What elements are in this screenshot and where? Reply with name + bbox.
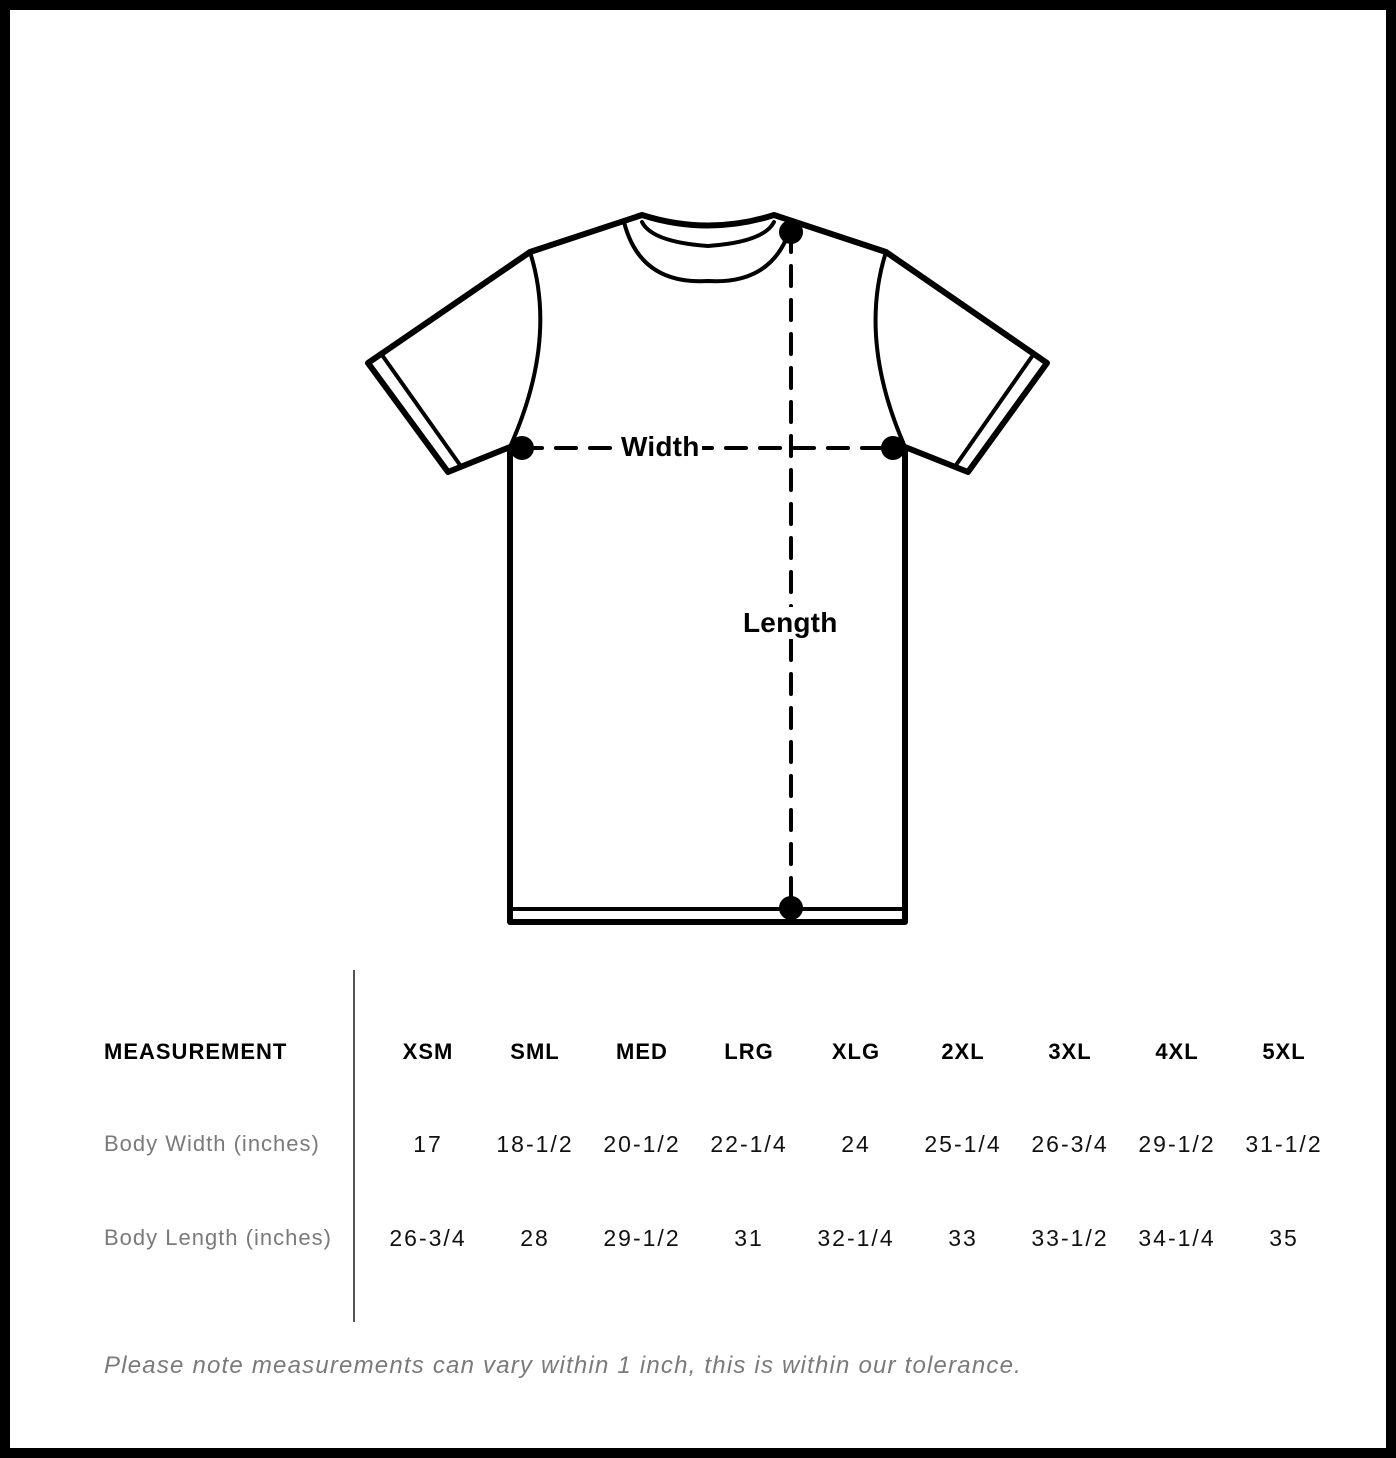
right-cuff-line: [956, 355, 1033, 465]
width-right-point: [881, 436, 905, 460]
width-left-point: [510, 436, 534, 460]
size-header: 2XL: [941, 1039, 985, 1064]
table-cell: 24: [841, 1131, 871, 1157]
length-top-point: [779, 220, 803, 244]
size-header: XLG: [831, 1039, 881, 1064]
table-cell: 35: [1269, 1225, 1299, 1251]
length-bottom-point: [779, 896, 803, 920]
table-row: [10, 1218, 1396, 1258]
table-cell: 18-1/2: [496, 1131, 574, 1157]
table-cell: 29-1/2: [603, 1225, 681, 1251]
table-cell: 31-1/2: [1245, 1131, 1323, 1157]
table-cell: 22-1/4: [710, 1131, 788, 1157]
table-row: [10, 1124, 1396, 1164]
size-header: 4XL: [1155, 1039, 1199, 1064]
right-armhole-seam: [876, 252, 905, 447]
table-cell: 33: [948, 1225, 978, 1251]
length-label: Length: [743, 607, 838, 638]
measurement-header: MEASUREMENT: [104, 1039, 288, 1064]
table-header-row: [10, 1032, 1396, 1072]
size-header: MED: [616, 1039, 668, 1064]
left-cuff-line: [382, 355, 460, 465]
table-cell: 20-1/2: [603, 1131, 681, 1157]
body-length-label: Body Length (inches): [104, 1225, 332, 1250]
table-cell: 34-1/4: [1138, 1225, 1216, 1251]
size-header: LRG: [724, 1039, 774, 1064]
table-cell: 31: [734, 1225, 764, 1251]
table-cell: 28: [520, 1225, 550, 1251]
body-width-label: Body Width (inches): [104, 1131, 320, 1156]
table-cell: 26-3/4: [389, 1225, 467, 1251]
size-header: SML: [510, 1039, 560, 1064]
table-cell: 26-3/4: [1031, 1131, 1109, 1157]
table-cell: 25-1/4: [924, 1131, 1002, 1157]
size-header: 3XL: [1048, 1039, 1092, 1064]
size-header: XSM: [402, 1039, 454, 1064]
tolerance-note: Please note measurements can vary within 1 inch, this is within our tolerance.: [104, 1352, 1023, 1379]
size-header: 5XL: [1262, 1039, 1306, 1064]
left-armhole-seam: [510, 252, 540, 447]
tshirt-diagram: [10, 10, 1396, 950]
table-cell: 17: [413, 1131, 443, 1157]
table-cell: 32-1/4: [817, 1225, 895, 1251]
tshirt-outline: [368, 215, 1047, 922]
table-cell: 29-1/2: [1138, 1131, 1216, 1157]
width-label: Width: [621, 431, 700, 462]
table-cell: 33-1/2: [1031, 1225, 1109, 1251]
